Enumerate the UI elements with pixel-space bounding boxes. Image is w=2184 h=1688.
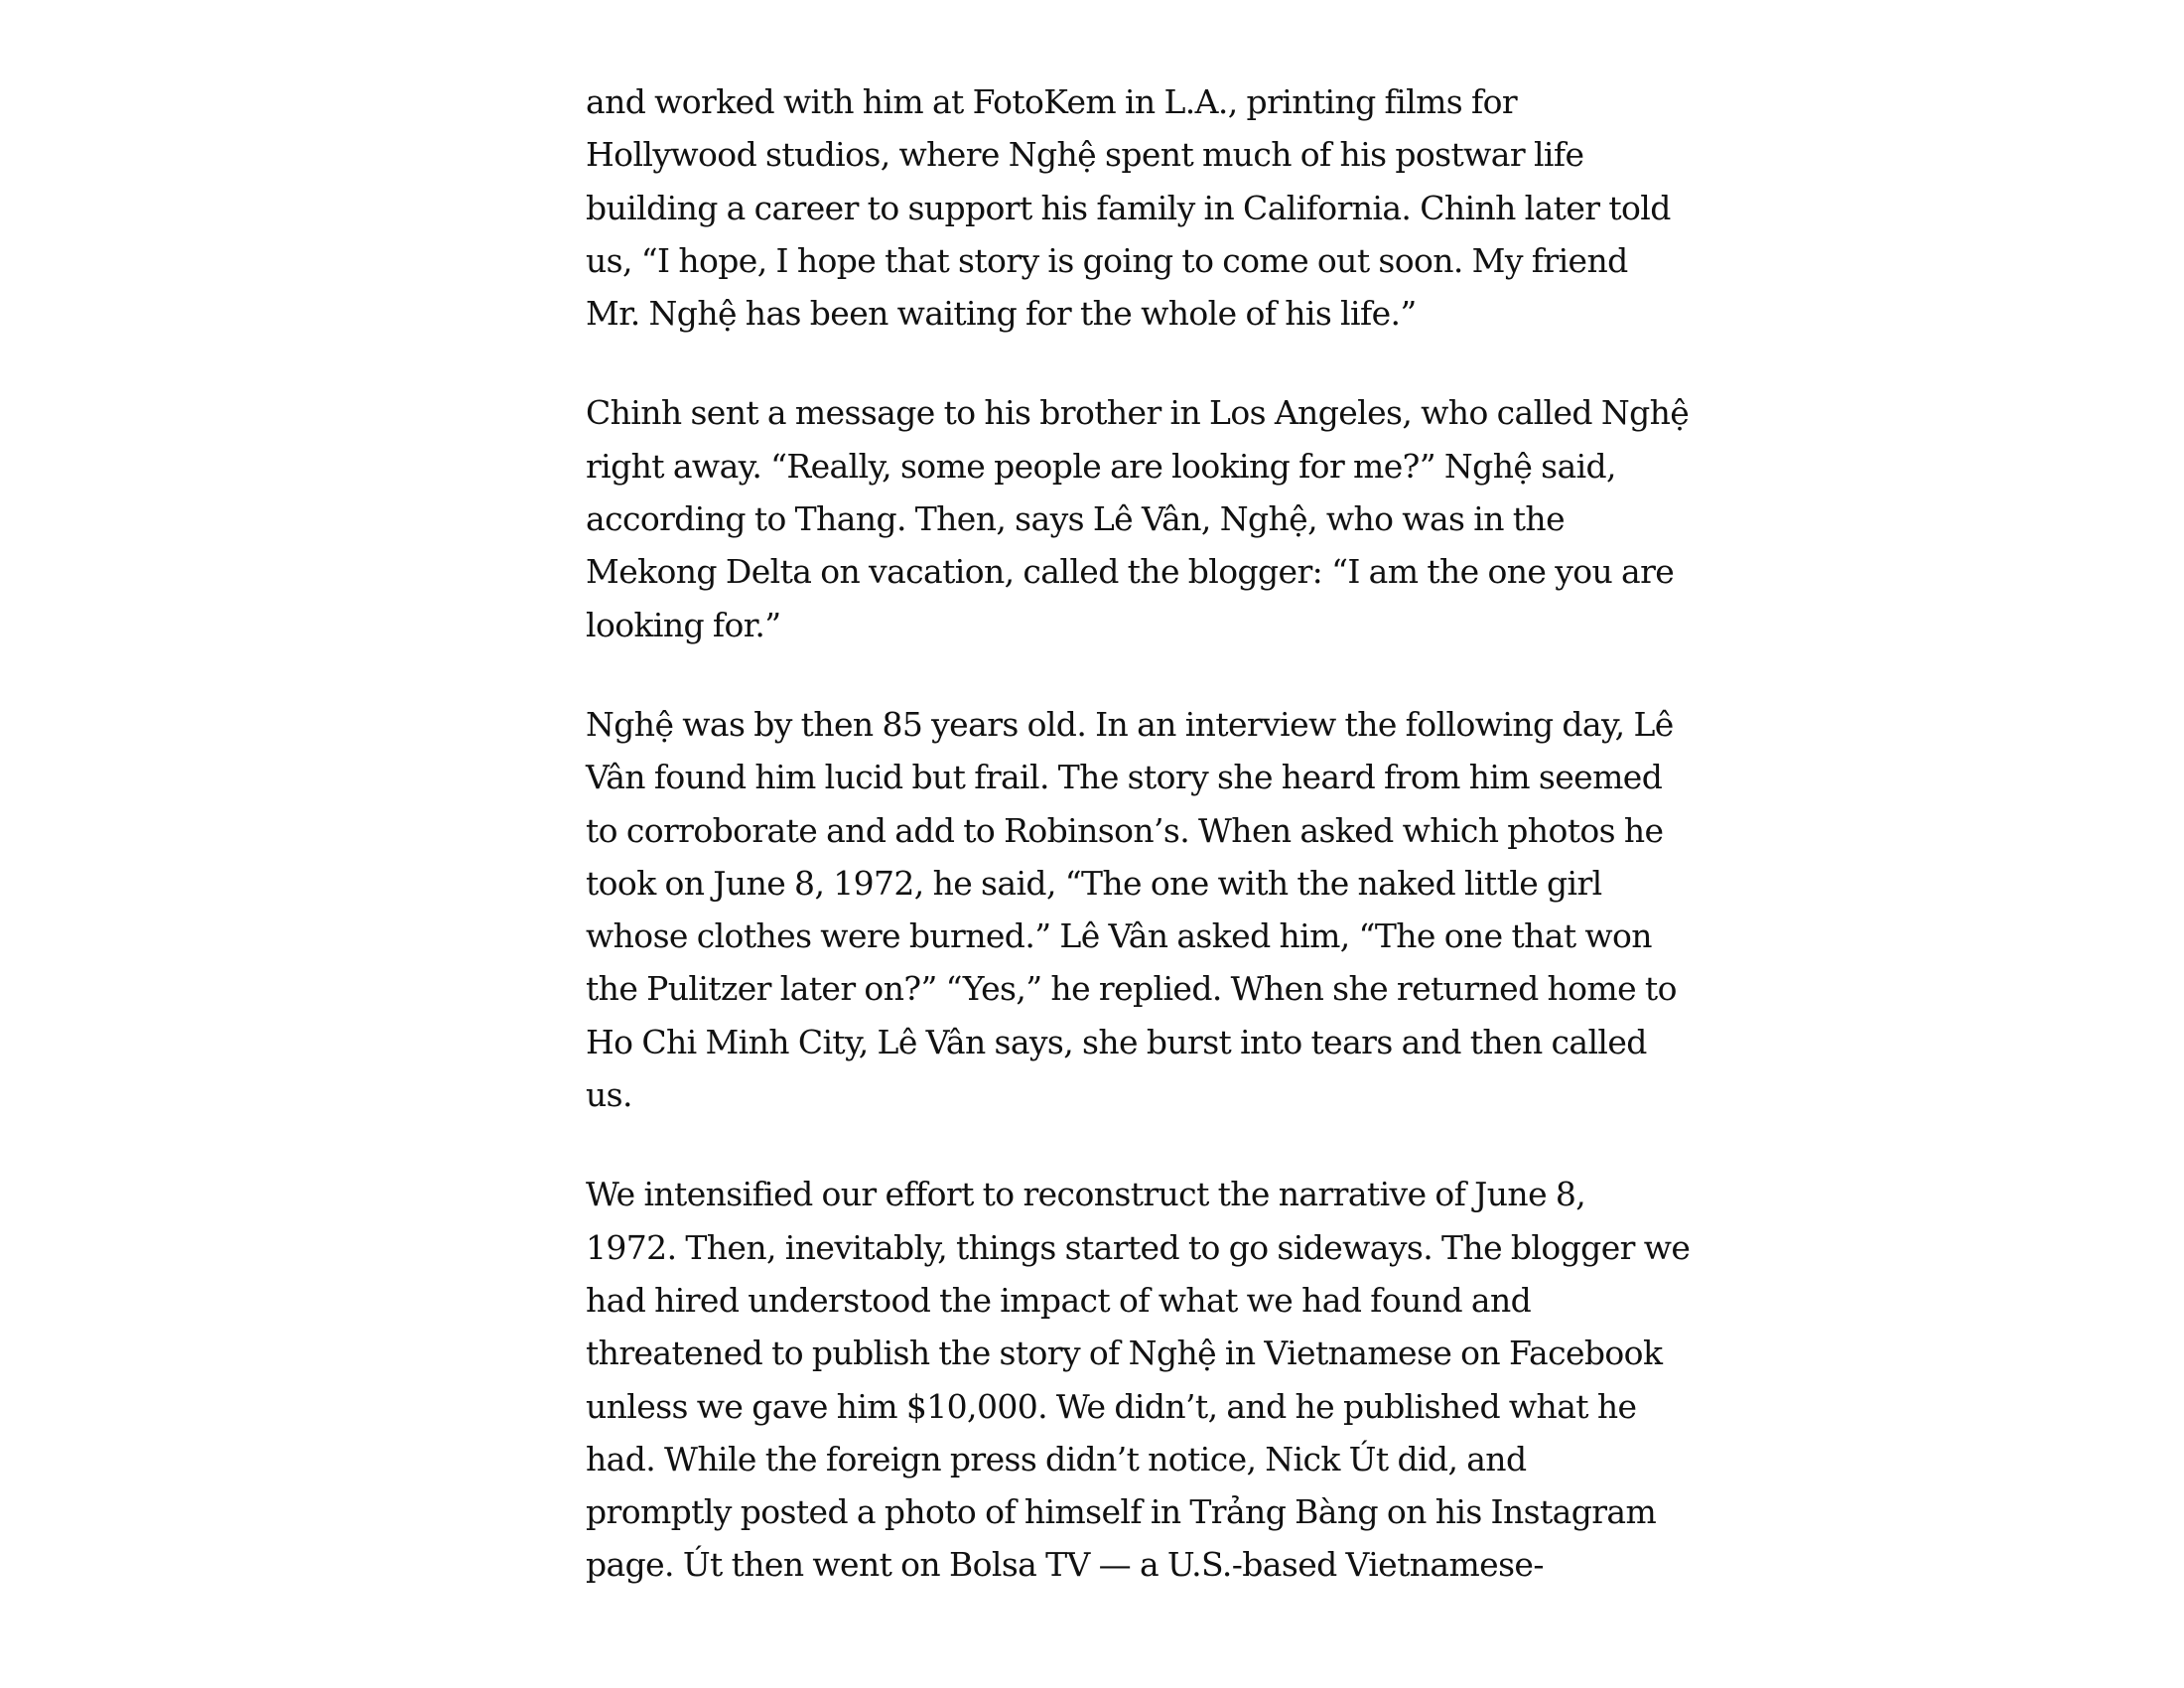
text-line: took on June 8, 1972, he said, “The one with the naked little girl [586, 863, 1602, 903]
text-line: to corroborate and add to Robinson’s. When asked which photos he [586, 810, 1664, 850]
text-line: Nghệ was by then 85 years old. In an interview the following day, Lê [586, 704, 1674, 744]
text-line: right away. “Really, some people are looking for me?” Nghệ said, [586, 446, 1616, 486]
text-line: had hired understood the impact of what we had found and [586, 1280, 1532, 1320]
article-body [586, 75, 1691, 1638]
text-line: Chinh sent a message to his brother in Los Angeles, who called Nghệ [586, 393, 1690, 433]
text-line: Mr. Nghệ has been waiting for the whole of his life.” [586, 294, 1417, 334]
text-line: unless we gave him $10,000. We didn’t, and he published what he [586, 1386, 1637, 1426]
text-line: and worked with him at FotoKem in L.A., printing films for [586, 82, 1518, 121]
text-line: the Pulitzer later on?” “Yes,” he replied. When she returned home to [586, 969, 1677, 1009]
paragraph-3 [586, 698, 1677, 1121]
text-line: Vân found him lucid but frail. The story she heard from him seemed [586, 758, 1663, 797]
text-line: had. While the foreign press didn’t notice, Nick Út did, and [586, 1439, 1527, 1478]
paragraph-1 [586, 75, 1671, 340]
text-line: promptly posted a photo of himself in Trảng Bàng on his Instagram [586, 1492, 1657, 1532]
text-line: threatened to publish the story of Nghệ in Vietnamese on Facebook [586, 1334, 1663, 1373]
text-line: page. Út then went on Bolsa TV — a U.S.-based Vietnamese- [586, 1545, 1544, 1585]
text-line: Ho Chi Minh City, Lê Vân says, she burst into tears and then called [586, 1022, 1647, 1061]
text-line: whose clothes were burned.” Lê Vân asked him, “The one that won [586, 916, 1652, 956]
text-line: Hollywood studios, where Nghệ spent much of his postwar life [586, 135, 1584, 175]
text-line: We intensified our effort to reconstruct the narrative of June 8, [586, 1175, 1586, 1214]
text-line: us. [586, 1075, 632, 1115]
text-line: according to Thang. Then, says Lê Vân, Nghệ, who was in the [586, 499, 1565, 539]
text-line: 1972. Then, inevitably, things started to go sideways. The blogger we [586, 1227, 1691, 1267]
text-line: us, “I hope, I hope that story is going to come out soon. My friend [586, 240, 1628, 280]
text-line: looking for.” [586, 605, 781, 644]
text-line: Mekong Delta on vacation, called the blogger: “I am the one you are [586, 552, 1675, 592]
text-line: building a career to support his family in California. Chinh later told [586, 188, 1671, 227]
paragraph-2 [586, 386, 1690, 650]
paragraph-4 [586, 1168, 1691, 1591]
